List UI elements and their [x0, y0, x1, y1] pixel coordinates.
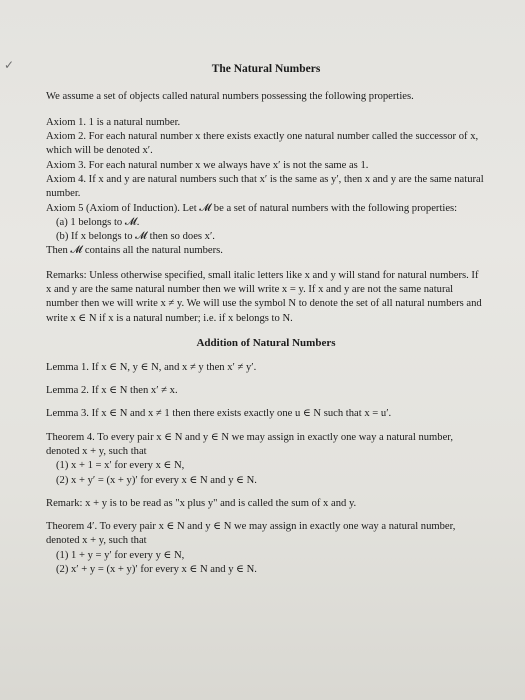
axiom-3: Axiom 3. For each natural number x we always have x′ is not the same as 1. [46, 159, 369, 171]
theorem-4-prime-item-1: (1) 1 + y = y′ for every y ∈ N, [56, 549, 185, 561]
theorem-4-item-2: (2) x + y′ = (x + y)′ for every x ∈ N and y ∈ N. [56, 474, 257, 486]
document-title: The Natural Numbers [211, 63, 321, 75]
remarks-paragraph: Remarks: Unless otherwise specified, small italic letters like x and y will stand for natural numbers. If x and y are the same natural number then we will write x = y. If x and y are not the same natural number then we will write x ≠ y. We will use the symbol N to denote the set of all natural numbers and write x ∈ N if x is a natural number; i.e. if x belongs to N. [46, 269, 482, 324]
theorem-4-text: Theorem 4. To every pair x ∈ N and y ∈ N we may assign in exactly one way a natural number, denoted x + y, such that [46, 431, 454, 457]
theorem-4-item-1: (1) x + 1 = x′ for every x ∈ N, [56, 460, 185, 472]
theorem-4-prime-item-2: (2) x′ + y = (x + y)′ for every x ∈ N and y ∈ N. [56, 564, 257, 576]
axiom-1: Axiom 1. 1 is a natural number. [46, 116, 181, 128]
axiom-5: Axiom 5 (Axiom of Induction). Let 𝓜 be a set of natural numbers with the following properties: [46, 202, 458, 214]
theorem-4-prime [46, 520, 486, 577]
axiom-4: Axiom 4. If x and y are natural numbers such that x′ is the same as y′, then x and y are the same natural number. [46, 174, 484, 200]
lemma-2: Lemma 2. If x ∈ N then x′ ≠ x. [46, 385, 178, 397]
section-title: Addition of Natural Numbers [196, 336, 336, 349]
lemma-3: Lemma 3. If x ∈ N and x ≠ 1 then there exists exactly one u ∈ N such that x = u′. [46, 408, 392, 420]
intro-paragraph: We assume a set of objects called natural numbers possessing the following properties. [46, 90, 414, 102]
document-page [46, 62, 486, 586]
lemma-1: Lemma 1. If x ∈ N, y ∈ N, and x ≠ y then x′ ≠ y′. [46, 361, 257, 373]
theorem-4 [46, 431, 486, 488]
axioms-block [46, 116, 486, 259]
axiom-5-part-b: (b) If x belongs to 𝓜 then so does x′. [56, 231, 215, 243]
theorem-4-prime-text: Theorem 4′. To every pair x ∈ N and y ∈ N we may assign in exactly one way a natural number, denoted x + y, such that [46, 521, 456, 547]
edge-mark: ✓ [4, 58, 15, 72]
axiom-5-conclusion: Then 𝓜 contains all the natural numbers. [46, 245, 223, 257]
axiom-2: Axiom 2. For each natural number x there exists exactly one natural number called the successor of x, which will be denoted x′. [46, 131, 479, 157]
remark-sum: Remark: x + y is to be read as "x plus y" and is called the sum of x and y. [46, 497, 357, 509]
axiom-5-part-a: (a) 1 belongs to 𝓜. [56, 216, 140, 228]
